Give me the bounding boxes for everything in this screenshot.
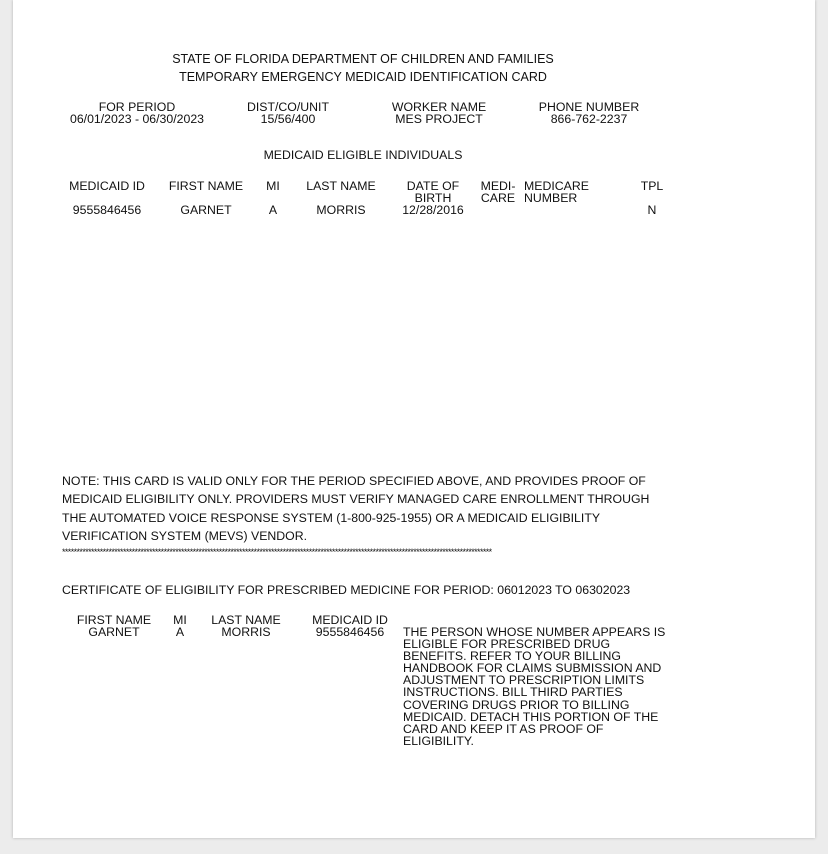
header-line-2: TEMPORARY EMERGENCY MEDICAID IDENTIFICATION CARD — [179, 70, 547, 84]
cert-medicaid-id: 9555846456 — [315, 625, 385, 639]
row-dob: 12/28/2016 — [402, 203, 464, 217]
eligible-title: MEDICAID ELIGIBLE INDIVIDUALS — [263, 148, 463, 162]
row-last-name: MORRIS — [316, 203, 366, 217]
cert-col-mi: MI — [173, 613, 187, 627]
col-first-name: FIRST NAME — [168, 179, 244, 193]
cert-last-name: MORRIS — [221, 625, 271, 639]
period-label: FOR PERIOD — [98, 100, 176, 114]
col-dob-line1: DATE OF — [406, 179, 460, 193]
medicaid-card-page — [13, 0, 815, 838]
col-mi: MI — [266, 179, 280, 193]
col-last-name: LAST NAME — [306, 179, 376, 193]
row-medicaid-id: 9555846456 — [72, 203, 142, 217]
cert-col-last-name: LAST NAME — [211, 613, 281, 627]
cert-first-name: GARNET — [88, 625, 140, 639]
phone-value: 866-762-2237 — [550, 112, 628, 126]
period-value: 06/01/2023 - 06/30/2023 — [69, 112, 205, 126]
col-dob-line2: BIRTH — [414, 191, 452, 205]
col-tpl: TPL — [640, 179, 664, 193]
unit-label: DIST/CO/UNIT — [247, 100, 329, 114]
col-medicare-line1: MEDI- — [480, 179, 516, 193]
col-medicare-number-line1: MEDICARE — [524, 179, 589, 193]
row-mi: A — [268, 203, 278, 217]
worker-value: MES PROJECT — [395, 112, 483, 126]
worker-label: WORKER NAME — [391, 100, 487, 114]
col-medicaid-id: MEDICAID ID — [69, 179, 145, 193]
header-line-1: STATE OF FLORIDA DEPARTMENT OF CHILDREN AND FAMILIES — [172, 52, 554, 66]
validity-note: NOTE: THIS CARD IS VALID ONLY FOR THE PERIOD SPECIFIED ABOVE, AND PROVIDES PROOF OF MEDICAID ELIGIBILITY ONLY. PROVIDERS MUST VERIFY MANAGED CARE ENROLLMENT THROUGH THE AUTOMATED VOICE RESPONSE SYSTEM (1-800-925-1955) OR A MEDICAID ELIGIBILITY VERIFICATION SYSTEM (MEVS) VENDOR. — [62, 474, 650, 543]
certificate-title: CERTIFICATE OF ELIGIBILITY FOR PRESCRIBED MEDICINE FOR PERIOD: 06012023 TO 06302023 — [62, 583, 631, 597]
col-medicare-line2: CARE — [480, 191, 516, 205]
separator-line: **************************************************************************************************************************************************** — [62, 547, 492, 557]
row-first-name: GARNET — [180, 203, 232, 217]
cert-col-first-name: FIRST NAME — [76, 613, 152, 627]
phone-label: PHONE NUMBER — [538, 100, 640, 114]
cert-col-medicaid-id: MEDICAID ID — [312, 613, 388, 627]
certificate-description: THE PERSON WHOSE NUMBER APPEARS IS ELIGIBLE FOR PRESCRIBED DRUG BENEFITS. REFER TO YOUR BILLING HANDBOOK FOR CLAIMS SUBMISSION AND ADJUSTMENT TO PRESCRIPTION LIMITS INSTRUCTIONS. BILL THIRD PARTIES COVERING DRUGS PRIOR TO BILLING MEDICAID. DETACH THIS PORTION OF THE CARD AND KEEP IT AS PROOF OF ELIGIBILITY. — [403, 625, 666, 748]
row-tpl: N — [647, 203, 657, 217]
col-medicare-number-line2: NUMBER — [524, 191, 578, 205]
unit-value: 15/56/400 — [260, 112, 316, 126]
cert-mi: A — [175, 625, 185, 639]
